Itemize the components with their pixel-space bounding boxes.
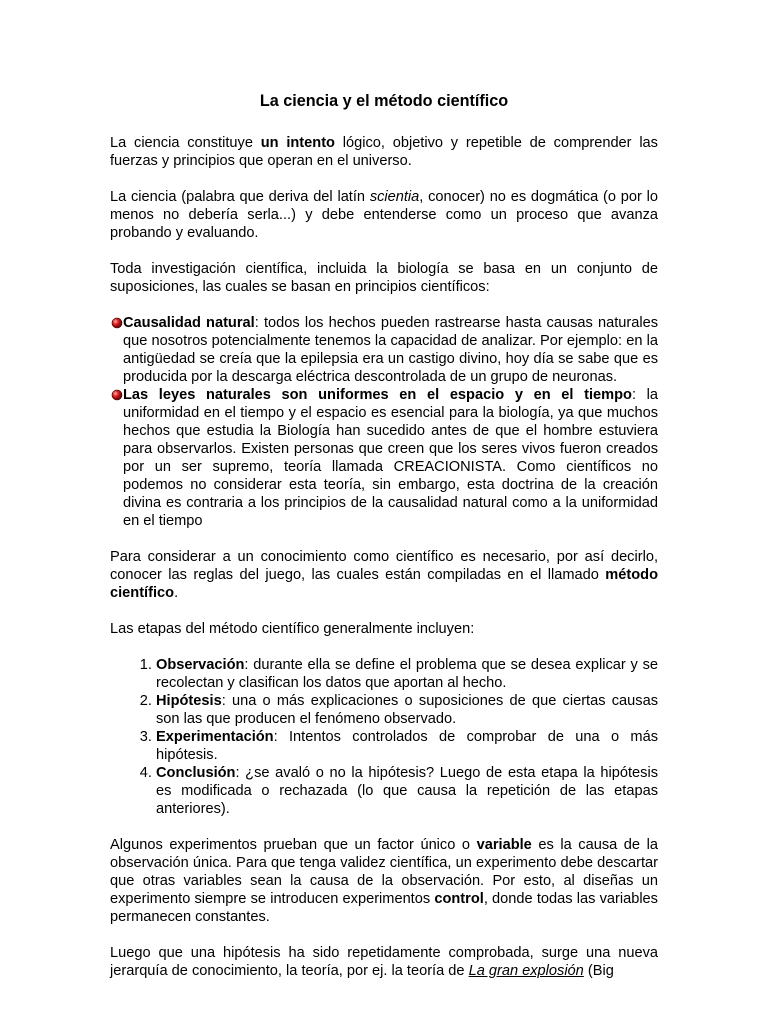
list-item [156,764,658,818]
paragraph-variables-c: , donde todas las variables permanecen constantes. [110,891,658,925]
red-sphere-bullet-icon [111,389,123,401]
list-item-title: Conclusión [156,765,236,781]
paragraph-variables-bold-control: control [434,891,484,907]
paragraph-variables-a: Algunos experimentos prueban que un factor único o [110,837,477,853]
paragraph-variables [110,836,658,926]
list-item [110,386,658,530]
paragraph-intro-pre: La ciencia constituye [110,135,261,151]
list-item-title: Causalidad natural [123,315,255,331]
paragraph-intro-post: lógico, objetivo y repetible de comprender las fuerzas y principios que operan en el universo. [110,135,658,169]
paragraph-variables-b: es la causa de la observación única. Para que tenga validez científica, un experimento debe descartar que otras variables sean la causa de la observación. Por esto, al diseñas un experimento siempre se introducen experimentos [110,837,658,907]
paragraph-scientific-method-pre: Para considerar a un conocimiento como científico es necesario, por así decirlo, conocer las reglas del juego, las cuales están compiladas en el llamado [110,549,658,583]
list-item-text: : Intentos controlados de comprobar de una o más hipótesis. [156,729,658,763]
list-item-text: : ¿se avaló o no la hipótesis? Luego de esta etapa la hipótesis es modificada o rechazada (lo que causa la repetición de las etapas anteriores). [156,765,658,817]
paragraph-scientific-method [110,548,658,602]
list-item-text: : una o más explicaciones o suposiciones de que ciertas causas son las que producen el fenómeno observado. [156,693,658,727]
paragraph-scientific-method-post: . [174,585,179,601]
paragraph-definition-post: , conocer) no es dogmática (o por lo menos no debería serla...) y debe entenderse como un proceso que avanza probando y evaluando. [110,189,658,241]
paragraph-scientific-method-bold: método científico [110,567,658,601]
paragraph-definition-italic: scientia [369,189,420,205]
list-item [110,314,658,386]
big-bang-link[interactable]: La gran explosión [468,963,584,979]
paragraph-definition [110,188,658,242]
list-item-text: : la uniformidad en el tiempo y el espacio es esencial para la biología, ya que muchos hechos que estudia la Biología han sucedido antes de que el hombre estuviera para observarlos. Existen personas que creen que los seres vivos fueron creados por un ser supremo, teoría llamada CREACIONISTA. Como científicos no podemos no considerar esta teoría, sin embargo, esta doctrina de la creación divina es contraria a los principios de la causalidad natural como a la uniformidad en el tiempo [123,387,659,529]
list-item-title: Las leyes naturales son uniformes en el espacio y en el tiempo [123,387,632,403]
list-item [156,656,658,692]
list-item [156,692,658,728]
list-item-title: Observación [156,657,245,673]
list-item-title: Experimentación [156,729,274,745]
list-item-text: : durante ella se define el problema que se desea explicar y se recolectan y clasifican los datos que aportan al hecho. [156,657,658,691]
page-title: La ciencia y el método científico [259,92,509,110]
paragraph-theory-post: (Big [583,963,614,979]
document-body [110,90,658,998]
list-item-title: Hipótesis [156,693,222,709]
paragraph-stages-intro: Las etapas del método científico generalmente incluyen: [110,621,475,637]
method-steps-list [110,656,658,818]
paragraph-theory [110,944,658,980]
paragraph-variables-bold-variable: variable [476,837,532,853]
principles-list [110,314,658,530]
list-item-text: : todos los hechos pueden rastrearse hasta causas naturales que nosotros potencialmente tenemos la capacidad de analizar. Por ejemplo: en la antigüedad se creía que la epilepsia era un castigo divino, hoy día se sabe que es producida por la descarga eléctrica descontrolada de un grupo de neuronas. [123,315,658,385]
red-sphere-bullet-icon [111,317,123,329]
paragraph-theory-pre: Luego que una hipótesis ha sido repetidamente comprobada, surge una nueva jerarquía de conocimiento, la teoría, por ej. la teoría de [110,945,658,979]
paragraph-intro [110,134,658,170]
paragraph-intro-bold: un intento [260,135,335,151]
paragraph-assumptions: Toda investigación científica, incluida la biología se basa en un conjunto de suposiciones, las cuales se basan en principios científicos: [110,261,658,295]
paragraph-definition-pre: La ciencia (palabra que deriva del latín [110,189,370,205]
list-item [156,728,658,764]
